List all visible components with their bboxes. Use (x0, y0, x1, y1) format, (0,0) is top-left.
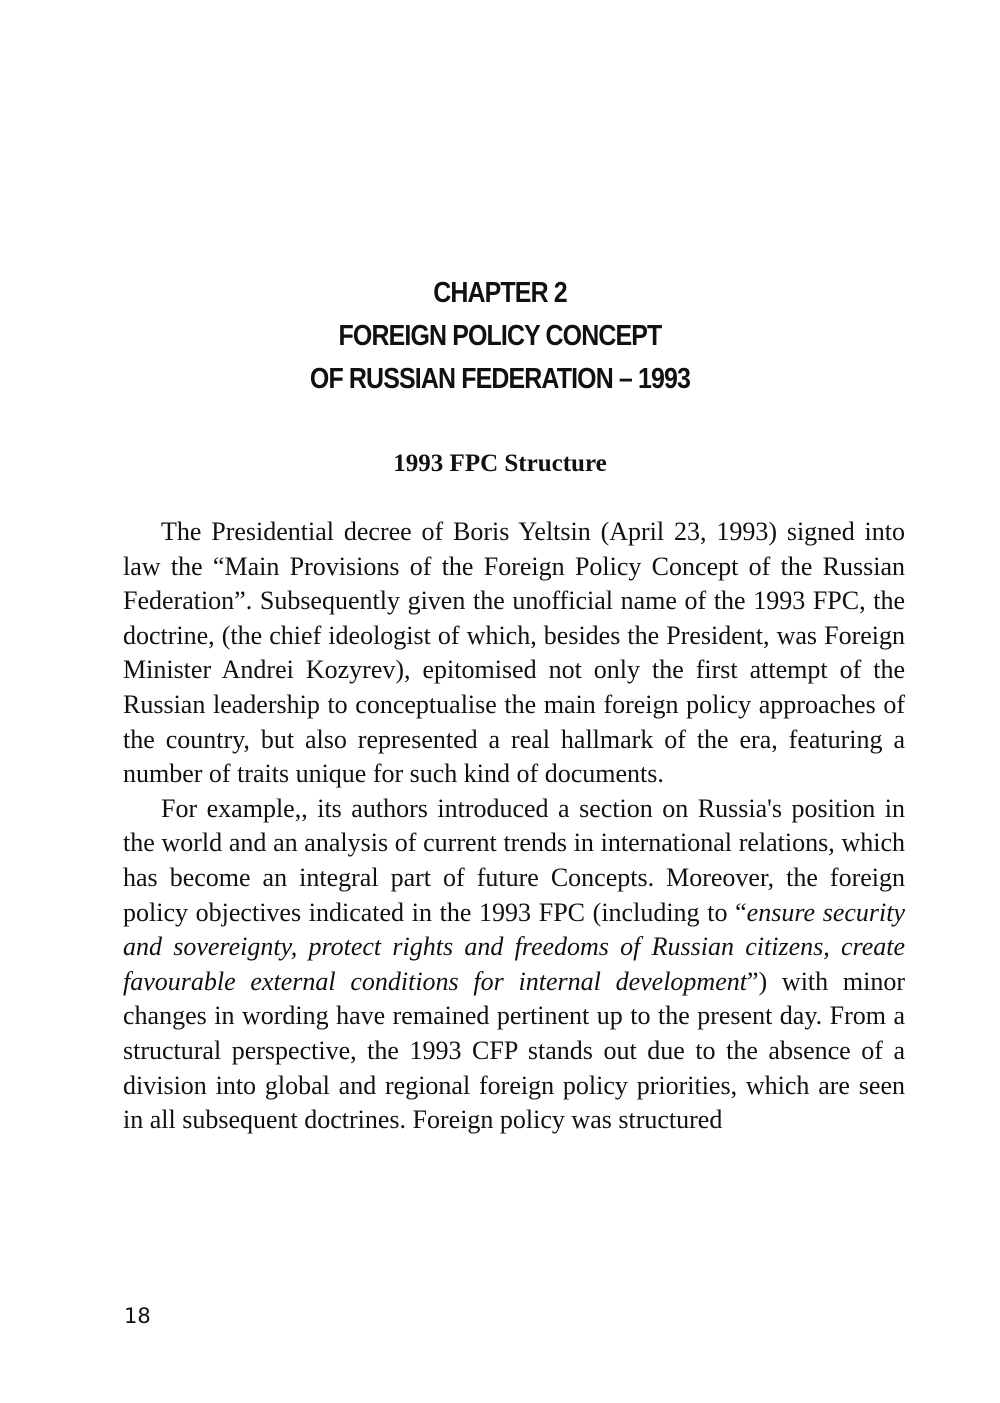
paragraph-1: The Presidential decree of Boris Yeltsin (April 23, 1993) signed into law the “Main Provisions of the Foreign Policy Concept of the Russian Federation”. Subsequently given the unofficial name of the 1993 FPC, the doctrine, (the chief ideologist of which, besides the President, was Foreign Minister Andrei Kozyrev), epitomised not only the first attempt of the Russian leadership to conceptualise the main foreign policy approaches of the country, but also represented a real hallmark of the era, featuring a number of traits unique for such kind of documents. (123, 517, 905, 789)
chapter-heading (70, 272, 930, 401)
chapter-number: CHAPTER 2 (433, 277, 567, 309)
chapter-title-line-2: OF RUSSIAN FEDERATION – 1993 (309, 363, 691, 395)
page-number: 18 (124, 1304, 151, 1328)
paragraph-2-start: For example,, its authors introduced a section on Russia's position in the world and an analysis of current trends in international relations, which has become an integral part of future Concepts. Moreover, the foreign policy objectives indicated in the 1993 FPC (including to “ (123, 793, 905, 927)
body-text (123, 515, 905, 1138)
paragraph-2 (123, 792, 905, 1138)
paragraph-2-end: ”) with minor changes in wording have remained pertinent up to the present day. From a structural perspective, the 1993 CFP stands out due to the absence of a division into global and regional foreign policy priorities, which are seen in all subsequent doctrines. Foreign policy was structured (123, 966, 905, 1135)
paragraph-2-quotation: ensure security and sovereignty, protect rights and freedoms of Russian citizens, create favourable external conditions for internal development (123, 897, 906, 996)
chapter-title-line-1: FOREIGN POLICY CONCEPT (338, 320, 662, 352)
section-title: 1993 FPC Structure (393, 450, 607, 477)
